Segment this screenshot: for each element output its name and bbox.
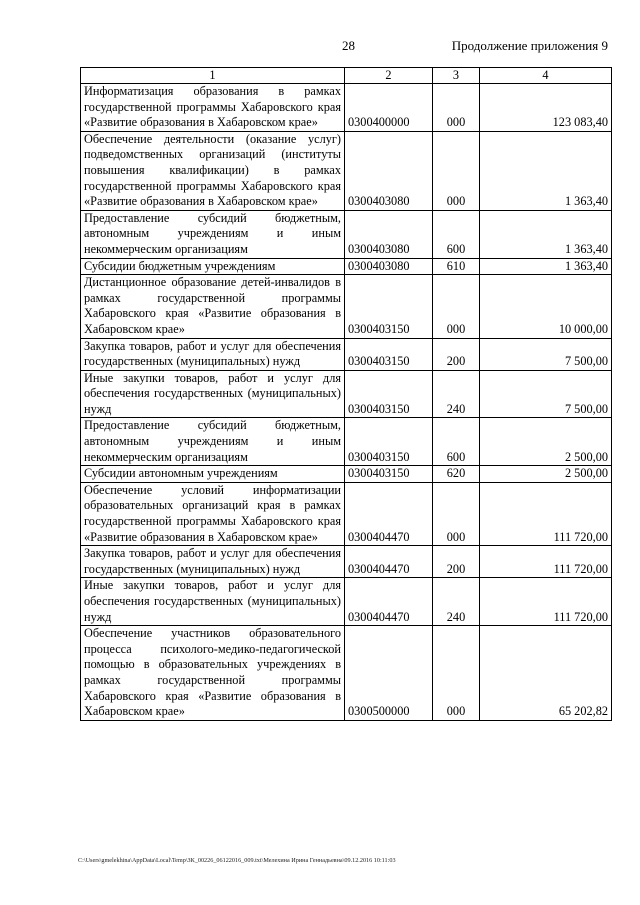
row-code-cell: 0300403080	[345, 258, 433, 275]
row-code-cell: 0300403150	[345, 370, 433, 418]
row-sum-cell: 111 720,00	[480, 482, 612, 545]
table-row	[81, 131, 612, 210]
row-sum-cell: 123 083,40	[480, 84, 612, 132]
row-code-cell: 0300403150	[345, 338, 433, 370]
row-sum-cell: 111 720,00	[480, 578, 612, 626]
table-row	[81, 370, 612, 418]
table-row	[81, 418, 612, 466]
row-name-cell: Обеспечение деятельности (оказание услуг) подведомственных организаций (институты повышения квалификации) в рамках государственной программы Хабаровского края «Развитие образования в Хабаровском крае»	[81, 131, 345, 210]
row-sum-cell: 7 500,00	[480, 338, 612, 370]
row-name-cell: Предоставление субсидий бюджетным, автономным учреждениям и иным некоммерческим организациям	[81, 210, 345, 258]
row-code-cell: 0300403150	[345, 275, 433, 338]
table-header-row	[81, 68, 612, 84]
row-code-cell: 0300404470	[345, 546, 433, 578]
row-name-cell: Обеспечение участников образовательного процесса психолого-медико-педагогической помощью в образовательных учреждениях в рамках государственной программы Хабаровского края «Развитие образования в Хабаровском крае»	[81, 626, 345, 721]
row-sum-cell: 10 000,00	[480, 275, 612, 338]
row-name-cell: Субсидии бюджетным учреждениям	[81, 258, 345, 275]
row-code-cell: 0300404470	[345, 578, 433, 626]
page-header	[0, 38, 640, 58]
row-expense-type-cell: 240	[433, 370, 480, 418]
appendix-continuation-label: Продолжение приложения 9	[451, 38, 608, 53]
row-code-cell: 0300403150	[345, 466, 433, 483]
row-expense-type-cell: 610	[433, 258, 480, 275]
row-code-cell: 0300403080	[345, 210, 433, 258]
row-expense-type-cell: 000	[433, 482, 480, 545]
row-name-cell: Закупка товаров, работ и услуг для обеспечения государственных (муниципальных) нужд	[81, 338, 345, 370]
table-row	[81, 84, 612, 132]
row-code-cell: 0300404470	[345, 482, 433, 545]
row-sum-cell: 2 500,00	[480, 418, 612, 466]
row-expense-type-cell: 600	[433, 418, 480, 466]
row-sum-cell: 1 363,40	[480, 210, 612, 258]
row-name-cell: Дистанционное образование детей-инвалидов в рамках государственной программы Хабаровского края «Развитие образования в Хабаровском крае»	[81, 275, 345, 338]
row-name-cell: Информатизация образования в рамках государственной программы Хабаровского края «Развитие образования в Хабаровском крае»	[81, 84, 345, 132]
table-row	[81, 275, 612, 338]
row-name-cell: Обеспечение условий информатизации образовательных организаций края в рамках государственной программы Хабаровского края «Развитие образования в Хабаровском крае»	[81, 482, 345, 545]
row-expense-type-cell: 000	[433, 131, 480, 210]
table-row	[81, 482, 612, 545]
column-header-expense-type: 3	[433, 68, 480, 84]
row-expense-type-cell: 000	[433, 84, 480, 132]
budget-table	[80, 67, 612, 721]
row-name-cell: Иные закупки товаров, работ и услуг для обеспечения государственных (муниципальных) нужд	[81, 370, 345, 418]
row-expense-type-cell: 000	[433, 275, 480, 338]
table-row	[81, 578, 612, 626]
row-code-cell: 0300403080	[345, 131, 433, 210]
row-expense-type-cell: 200	[433, 546, 480, 578]
row-sum-cell: 111 720,00	[480, 546, 612, 578]
row-expense-type-cell: 000	[433, 626, 480, 721]
row-name-cell: Субсидии автономным учреждениям	[81, 466, 345, 483]
row-code-cell: 0300500000	[345, 626, 433, 721]
column-header-code: 2	[345, 68, 433, 84]
table-row	[81, 466, 612, 483]
row-sum-cell: 1 363,40	[480, 258, 612, 275]
table-row	[81, 258, 612, 275]
page-number: 28	[342, 38, 355, 53]
row-sum-cell: 7 500,00	[480, 370, 612, 418]
row-sum-cell: 65 202,82	[480, 626, 612, 721]
file-path-footer: C:\Users\gmelekhina\AppData\Local\Temp\ЗК_00226_06122016_009.txt\Мелехина Ирина Геннадьевна\09.12.2016 10:11:03	[78, 857, 396, 864]
row-code-cell: 0300400000	[345, 84, 433, 132]
row-name-cell: Предоставление субсидий бюджетным, автономным учреждениям и иным некоммерческим организациям	[81, 418, 345, 466]
row-expense-type-cell: 620	[433, 466, 480, 483]
row-name-cell: Иные закупки товаров, работ и услуг для обеспечения государственных (муниципальных) нужд	[81, 578, 345, 626]
table-row	[81, 210, 612, 258]
row-sum-cell: 2 500,00	[480, 466, 612, 483]
row-expense-type-cell: 600	[433, 210, 480, 258]
row-expense-type-cell: 200	[433, 338, 480, 370]
row-expense-type-cell: 240	[433, 578, 480, 626]
row-sum-cell: 1 363,40	[480, 131, 612, 210]
column-header-name: 1	[81, 68, 345, 84]
row-name-cell: Закупка товаров, работ и услуг для обеспечения государственных (муниципальных) нужд	[81, 546, 345, 578]
table-row	[81, 546, 612, 578]
column-header-sum: 4	[480, 68, 612, 84]
table-row	[81, 338, 612, 370]
row-code-cell: 0300403150	[345, 418, 433, 466]
table-row	[81, 626, 612, 721]
